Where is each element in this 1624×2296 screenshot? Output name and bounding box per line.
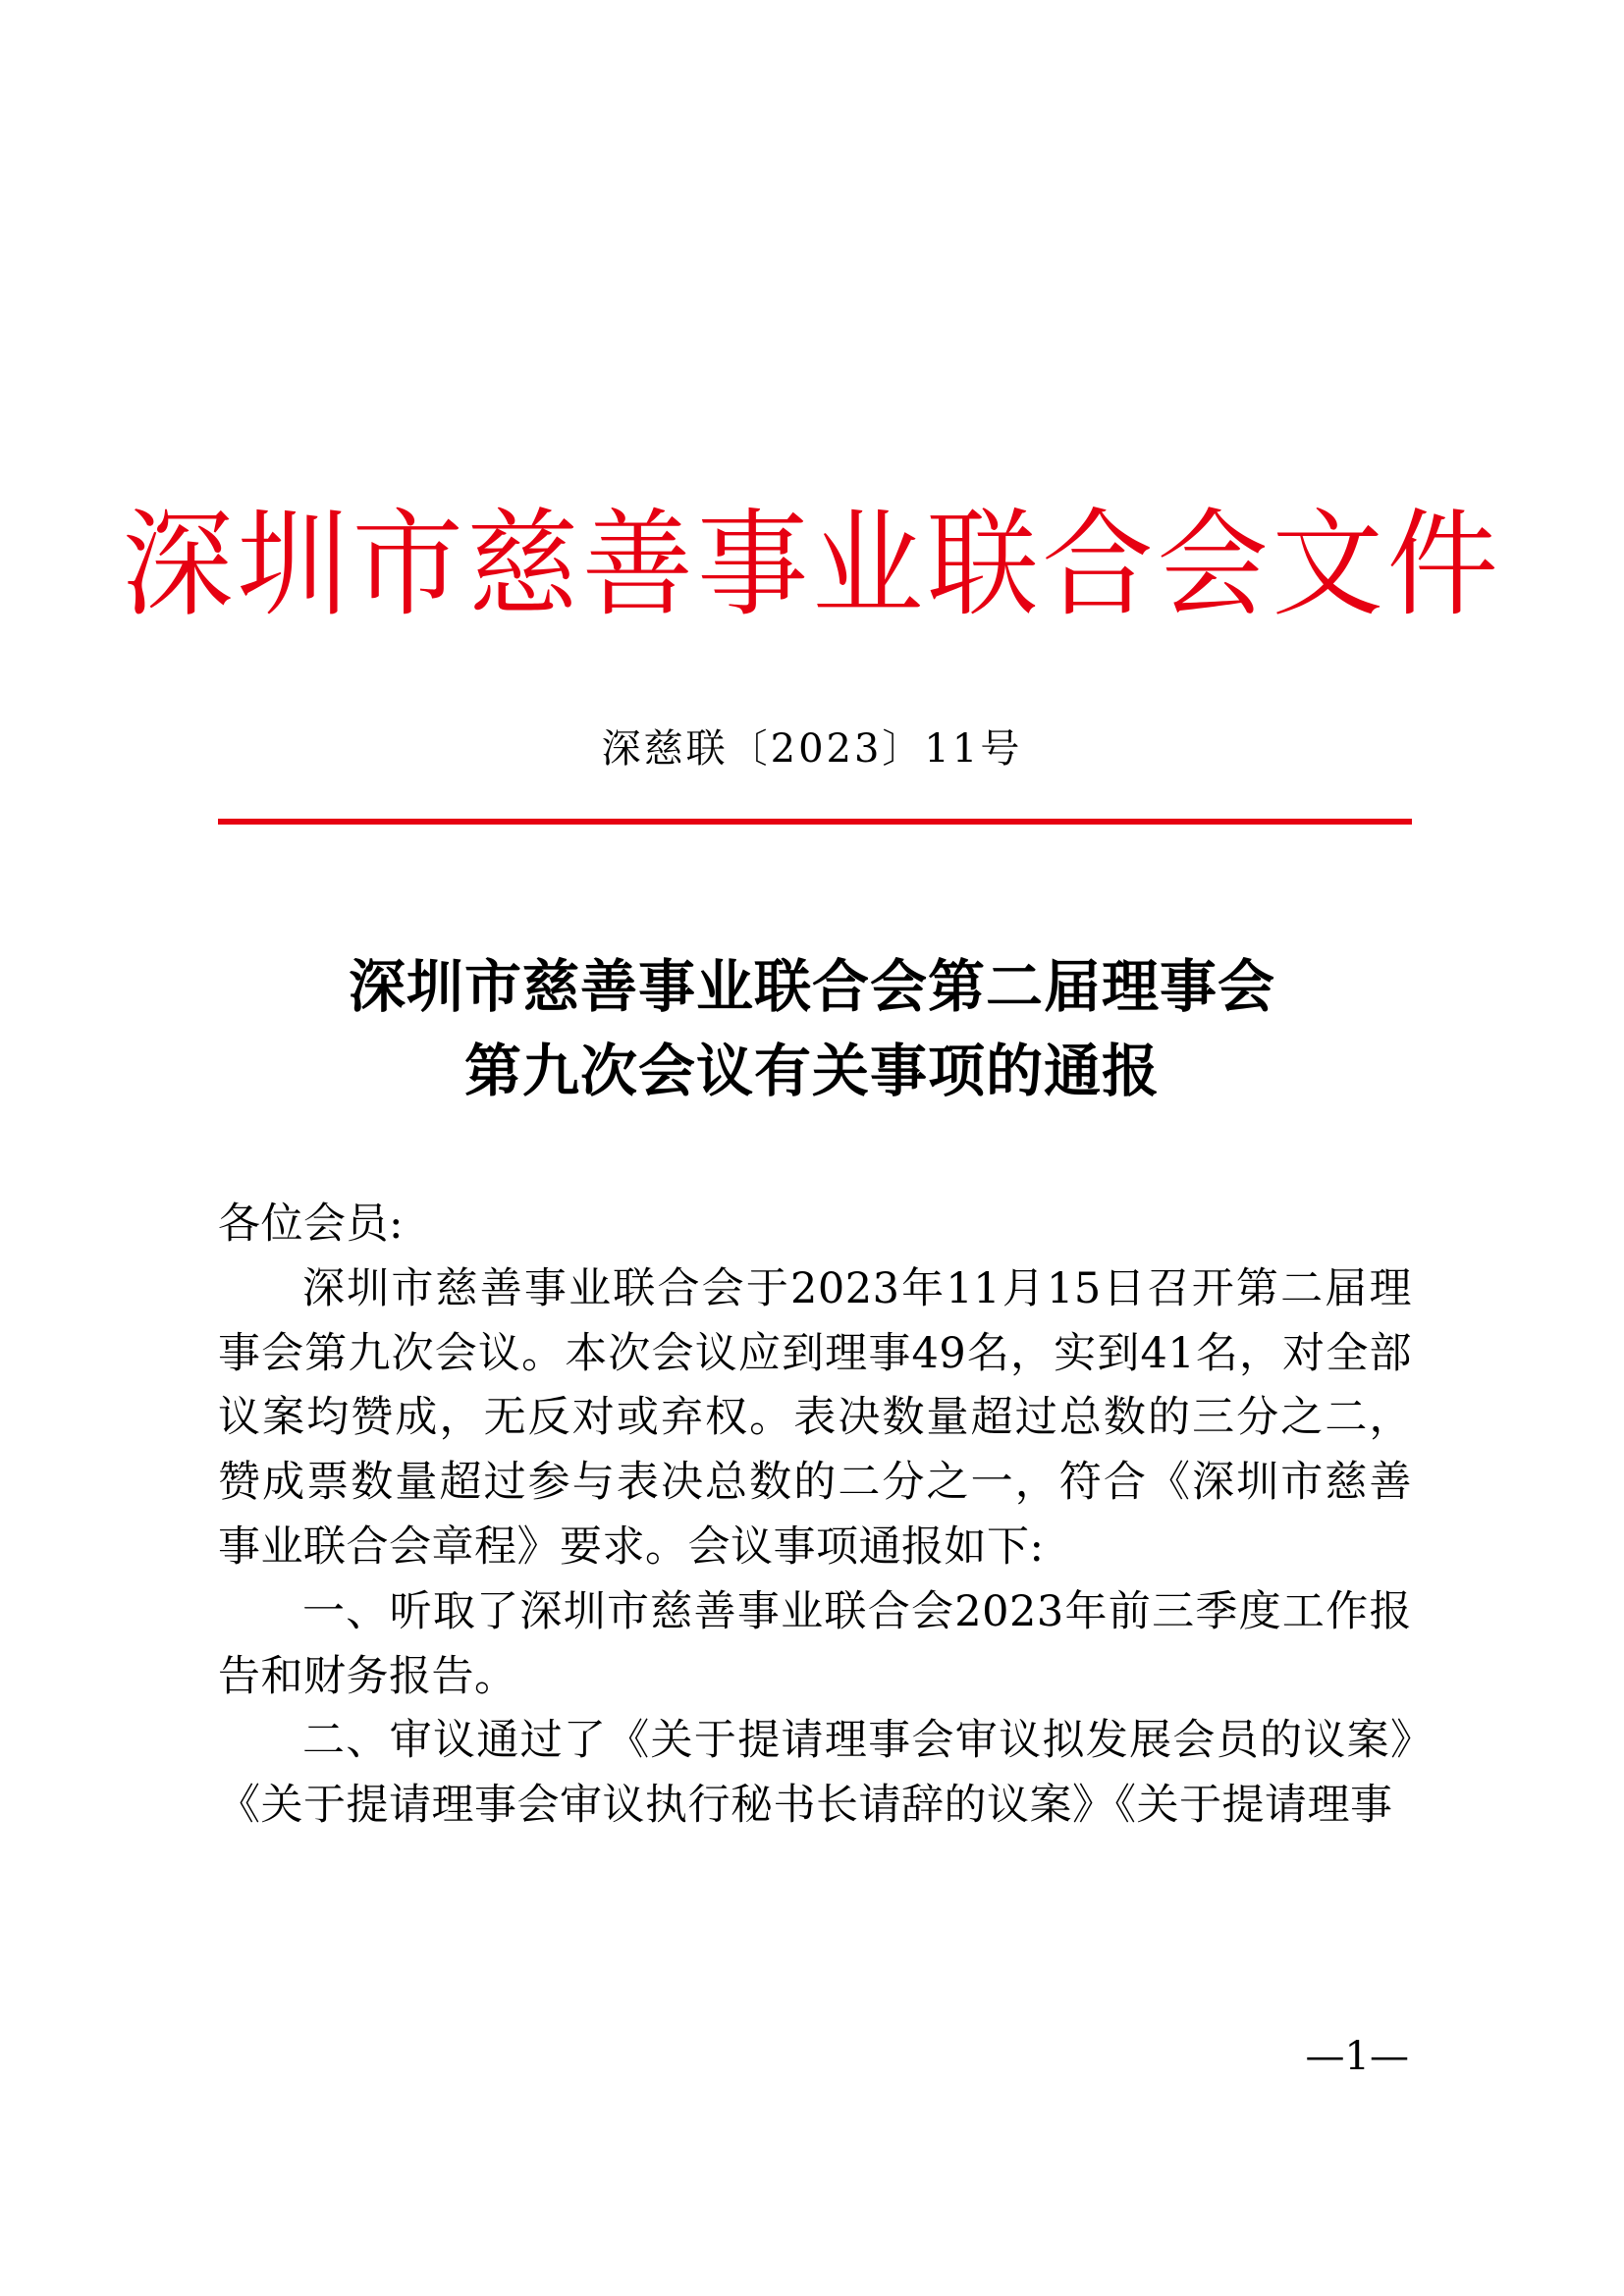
paragraph-item-two: 二、审议通过了《关于提请理事会审议拟发展会员的议案》《关于提请理事会审议执行秘书长请辞的议案》《关于提请理事 bbox=[218, 1716, 1412, 1831]
header-divider bbox=[218, 819, 1412, 825]
document-header-title: 深圳市慈善事业联合会文件 bbox=[122, 497, 1502, 632]
paragraph-item-one: 一、听取了深圳市慈善事业联合会2023年前三季度工作报告和财务报告。 bbox=[218, 1586, 1412, 1701]
document-number: 深慈联〔2023〕11号 bbox=[601, 726, 1023, 772]
page-number: —1— bbox=[1305, 2034, 1409, 2079]
salutation: 各位会员: bbox=[218, 1200, 404, 1249]
notice-body bbox=[218, 1193, 1412, 1839]
notice-title bbox=[0, 944, 1624, 1113]
notice-title-line-1: 深圳市慈善事业联合会第二届理事会 bbox=[348, 953, 1275, 1020]
notice-title-line-2: 第九次会议有关事项的通报 bbox=[463, 1038, 1160, 1104]
paragraph-meeting-summary: 深圳市慈善事业联合会于2023年11月15日召开第二届理事会第九次会议。本次会议应到理事49名，实到41名，对全部议案均赞成，无反对或弃权。表决数量超过总数的三分之二，赞成票数量超过参与表决总数的二分之一，符合《深圳市慈善事业联合会章程》要求。会议事项通报如下: bbox=[218, 1263, 1412, 1572]
